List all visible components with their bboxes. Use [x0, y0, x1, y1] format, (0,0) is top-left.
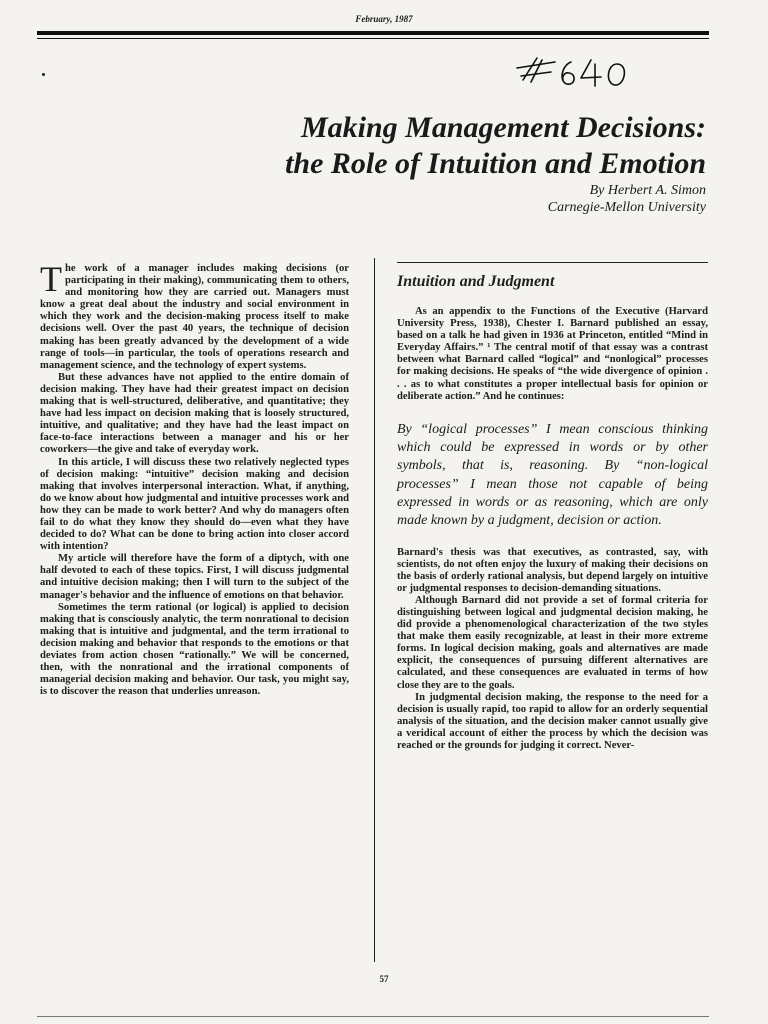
- header-rule-thin: [37, 38, 709, 39]
- margin-dot: [42, 73, 45, 76]
- paragraph: Sometimes the term rational (or logical) is applied to decision making that is consciously analytic, the term nonrational to decision making that is intuitive and judgmental, and the term irrational to decision making and behavior that responds to the emotions or that deviates from action chosen “rationally.” We will be concerned, then, with the nonrational and the irrational components of managerial decision making and behavior. Our task, you might say, is to discover the reason that underlies unreason.: [40, 601, 349, 698]
- paragraph: In this article, I will discuss these two relatively neglected types of decision making: “intuitive” decision making and decision making that involves interpersonal interaction. What, if anything, do we know about how judgmental and intuitive processes work and how they can be made to work better? And why do managers often fail to do what they know they should do—even what they have decided to do? What can be done to bring action into closer accord with intention?: [40, 456, 349, 553]
- handwritten-annotation: [515, 50, 655, 94]
- author: By Herbert A. Simon: [589, 183, 706, 198]
- affiliation: Carnegie-Mellon University: [547, 200, 706, 215]
- paragraph: Although Barnard did not provide a set of formal criteria for distinguishing between logical and judgmental decision making, he did provide a phenomenological characterization of the two styles that make them easily recognizable, at least in their more extreme forms. In logical decision making, goals and alternatives are made explicit, the consequences of pursuing different alternatives are calculated, and these consequences are evaluated in terms of how close they are to the goals.: [397, 594, 708, 691]
- title-line-1: Making Management Decisions:: [300, 111, 706, 144]
- paragraph: My article will therefore have the form of a diptych, with one half devoted to each of these topics. First, I will discuss judgmental and intuitive decision making; then I will turn to the subject of the manager's behavior and the influence of emotions on that behavior.: [40, 553, 349, 601]
- paragraph: As an appendix to the Functions of the Executive (Harvard University Press, 1938), Chester I. Barnard published an essay, based on a talk he had given in 1936 at Princeton, entitled “Mind in Everyday Affairs.” ¹ The central motif of that essay was a contrast between what Barnard called “logical” and “nonlogical” processes for making decisions. He speaks of “the wide divergence of opinion . . . as to what constitutes a proper intellectual basis for opinion or deliberate action.” And he continues:: [397, 306, 708, 402]
- header-rule: [37, 31, 709, 35]
- page-number: 57: [379, 974, 389, 984]
- footer-rule: [37, 1016, 709, 1017]
- right-column: [397, 272, 708, 752]
- title-line-2: the Role of Intuition and Emotion: [285, 147, 706, 180]
- paragraph: In judgmental decision making, the response to the need for a decision is usually rapid, too rapid to allow for an orderly sequential analysis of the situation, and the decision maker cannot usually give a veridical account of either the process by which the decision was reached or the grounds for judging it correct. Never-: [397, 691, 708, 752]
- byline: [300, 182, 706, 216]
- paragraph: Barnard's thesis was that executives, as contrasted, say, with scientists, do not often enjoy the luxury of making their decisions on the basis of orderly rational analysis, but depend largely on intuitive or judgmental responses to decision-demanding situations.: [397, 546, 708, 594]
- handwritten-number-icon: [515, 50, 655, 94]
- header-date: February, 1987: [355, 14, 413, 24]
- paragraph: But these advances have not applied to the entire domain of decision making. They have had their greatest impact on decision making that is well-structured, deliberative, and quantitative; they have had less impact on decision making that is loosely structured, intuitive, and qualitative; and they have had the least impact on face-to-face interactions between a manager and his or her coworkers—the give and take of everyday work.: [40, 371, 349, 456]
- article-title: [60, 110, 706, 182]
- section-heading: Intuition and Judgment: [397, 273, 555, 290]
- block-quote: By “logical processes” I mean conscious thinking which could be expressed in words or by other symbols, that is, reasoning. By “non-logical processes” I mean those not capable of being expressed in words or as reasoning, which are only made known by a judgment, decision or action.: [397, 421, 708, 529]
- paragraph: The work of a manager includes making decisions (or participating in their making), communicating them to others, and monitoring how they are carried out. Managers must know a great deal about the industry and social environment in which they work and the decision-making process itself to make decisions well. Over the past 40 years, the technique of decision making has been greatly advanced by the development of a wide range of tools—in particular, the tools of operations research and management science, and the technology of expert systems.: [40, 259, 349, 371]
- column-divider: [374, 258, 375, 962]
- left-column: [40, 259, 349, 698]
- section-rule: [397, 262, 708, 263]
- drop-cap: T: [40, 259, 62, 299]
